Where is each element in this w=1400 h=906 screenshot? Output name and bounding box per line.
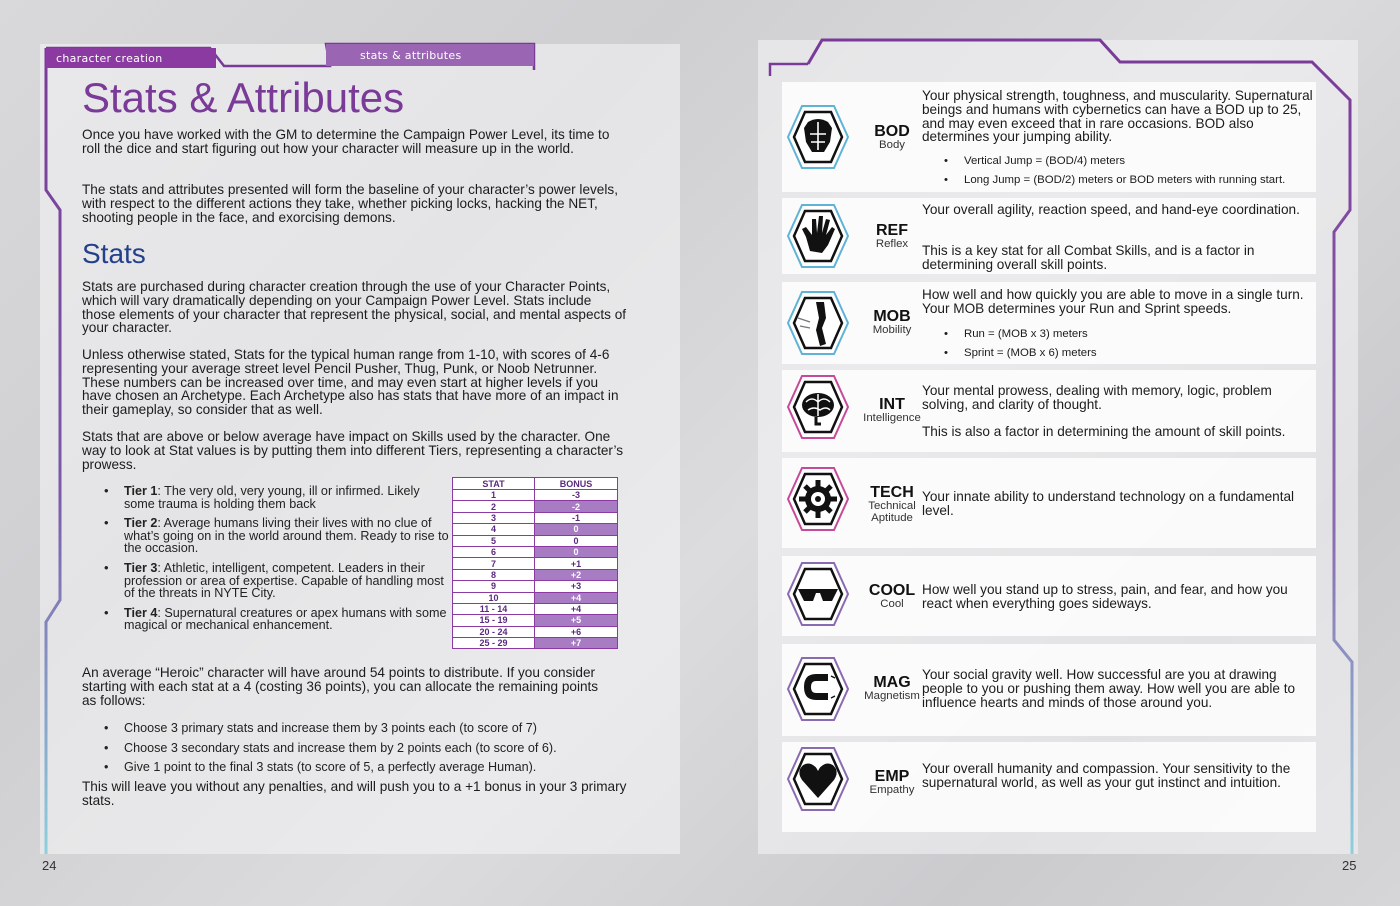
stats-paragraph-2: Unless otherwise stated, Stats for the typical human range from 1-10, with scores of 4-6 representing your average street level Pencil Pusher, Thug, Punk, or Noob Netrunner. These numbers can be increased over time, and may even start at higher levels if you have chosen an Archetype. Each Archetype also has stats that have more of an impact in their gameplay, so consider that as well. <box>82 347 619 418</box>
hand-icon <box>786 201 850 271</box>
stat-name: Mobility <box>872 324 912 336</box>
stat-cell: 15 - 19 <box>453 615 535 626</box>
bonus-cell: 0 <box>535 535 618 546</box>
table-header-stat: STAT <box>453 478 535 490</box>
tier-label: Tier 3 <box>124 560 158 575</box>
table-row <box>453 592 618 603</box>
stat-cell: 5 <box>453 535 535 546</box>
stat-description: Your social gravity well. How successful are you at drawing people to you or pushing them away. How well you are able to influence hearts and minds of those around you. <box>922 667 1296 710</box>
heart-icon <box>786 744 850 814</box>
stat-cell: 10 <box>453 592 535 603</box>
stat-cell: 11 - 14 <box>453 603 535 614</box>
bonus-cell: +2 <box>535 569 618 580</box>
stat-description-2: This is a key stat for all Combat Skills, and is a factor in determining overall skill points. <box>922 243 1255 272</box>
stat-abbr: EMP <box>874 768 910 785</box>
tier-text: : Athletic, intelligent, competent. Leaders in their profession or area of expertise. Capable of handling most of the threats in NYTE City. <box>124 560 444 601</box>
stat-abbr: INT <box>879 396 905 413</box>
stat-name: Intelligence <box>863 412 921 424</box>
stat-name: Empathy <box>869 784 915 796</box>
sunglasses-icon <box>786 559 850 629</box>
stat-cell: 1 <box>453 490 535 501</box>
closing-paragraph: This will leave you without any penalties, and will push you to a +1 bonus in your 3 primary stats. <box>82 779 627 808</box>
allocation-list <box>104 719 644 778</box>
stat-description: Your overall agility, reaction speed, and hand-eye coordination. <box>922 202 1300 217</box>
stat-bullet: • Vertical Jump = (BOD/4) meters <box>944 152 1314 171</box>
table-row <box>453 546 618 557</box>
stat-name: Magnetism <box>864 690 920 702</box>
stat-cell: 2 <box>453 501 535 512</box>
table-row <box>453 512 618 523</box>
stat-row-ref <box>782 198 1316 274</box>
table-row <box>453 626 618 637</box>
brain-icon <box>786 372 850 442</box>
stat-abbr: BOD <box>874 123 910 140</box>
bonus-cell: +7 <box>535 638 618 649</box>
tier-label: Tier 4 <box>124 605 158 620</box>
bonus-cell: -1 <box>535 512 618 523</box>
stat-abbr: REF <box>876 222 908 239</box>
intro-paragraph-1: Once you have worked with the GM to determine the Campaign Power Level, its time to roll the dice and start figuring out how your character will measure up in the world. <box>82 127 610 156</box>
stat-cell: 3 <box>453 512 535 523</box>
stat-cell: 25 - 29 <box>453 638 535 649</box>
tier-item <box>104 485 449 510</box>
stat-name: Technical Aptitude <box>868 500 916 524</box>
tier-item <box>104 607 449 632</box>
stat-bullet: • Sprint = (MOB x 6) meters <box>944 344 1314 363</box>
page-number-left: 24 <box>42 858 57 873</box>
stat-cell: 8 <box>453 569 535 580</box>
table-row <box>453 603 618 614</box>
allocation-item: • Choose 3 primary stats and increase them by 3 points each (to score of 7) <box>104 719 644 739</box>
table-header-bonus: BONUS <box>535 478 618 490</box>
tier-list <box>104 485 449 639</box>
stats-heading: Stats <box>82 238 146 269</box>
table-row <box>453 638 618 649</box>
table-row <box>453 535 618 546</box>
heroic-paragraph: An average “Heroic” character will have around 54 points to distribute. If you consider starting with each stat at a 4 (costing 36 points), you can allocate the remaining points as follows: <box>82 665 599 708</box>
stat-name: Cool <box>880 598 904 610</box>
tier-label: Tier 1 <box>124 484 158 498</box>
stat-description: Your innate ability to understand technology on a fundamental level. <box>922 489 1295 518</box>
bonus-cell: -3 <box>535 490 618 501</box>
tier-item <box>104 562 449 600</box>
stat-row-int <box>782 370 1316 452</box>
bonus-cell: +4 <box>535 592 618 603</box>
allocation-item: • Give 1 point to the final 3 stats (to score of 5, a perfectly average Human). <box>104 758 644 778</box>
bonus-cell: 0 <box>535 546 618 557</box>
stat-description: How well you stand up to stress, pain, and fear, and how you react when everything goes sideways. <box>922 582 1288 611</box>
bonus-cell: +5 <box>535 615 618 626</box>
stats-paragraph-1: Stats are purchased during character creation through the use of your Character Points, which will vary dramatically depending on your Campaign Power Level. Stats include those elements of your character that represent the physical, social, and mental aspects of your character. <box>82 279 627 336</box>
stat-description: Your overall humanity and compassion. Your sensitivity to the supernatural world, as well as your gut instinct and intuition. <box>922 761 1291 790</box>
tier-text: : Average humans living their lives with no clue of what’s going on in the world around them. Ready to rise to the occasion. <box>124 516 449 556</box>
stat-abbr: MAG <box>873 674 911 691</box>
stat-bullets <box>944 325 1314 362</box>
tab-label: stats & attributes <box>360 49 462 62</box>
stat-row-mag <box>782 644 1316 736</box>
bonus-cell: +4 <box>535 603 618 614</box>
stats-paragraph-3: Stats that are above or below average have impact on Skills used by the character. One way to look at Stat values is by putting them into different Tiers, representing a character’s prowess. <box>82 429 624 472</box>
stat-name: Body <box>879 139 905 151</box>
tier-label: Tier 2 <box>124 516 158 531</box>
stat-bullet: • Run = (MOB x 3) meters <box>944 325 1314 344</box>
bonus-cell: -2 <box>535 501 618 512</box>
stat-row-bod <box>782 82 1316 192</box>
stat-row-cool <box>782 556 1316 636</box>
table-body <box>453 490 618 649</box>
stat-row-mob <box>782 282 1316 364</box>
table-row <box>453 569 618 580</box>
bonus-cell: 0 <box>535 524 618 535</box>
gear-icon <box>786 464 850 534</box>
stat-description: Your physical strength, toughness, and muscularity. Supernatural beings and humans with cybernetics can have a BOD up to 25, and may even exceed that in rare occasions. BOD also determines your jumping ability. <box>922 88 1313 145</box>
leg-icon <box>786 288 850 358</box>
tier-text: : Supernatural creatures or apex humans with some magical or mechanical enhancement. <box>124 605 447 633</box>
stat-abbr: COOL <box>868 582 916 599</box>
bonus-cell: +3 <box>535 581 618 592</box>
stat-cell: 6 <box>453 546 535 557</box>
torso-icon <box>786 102 850 172</box>
stat-row-emp <box>782 742 1316 832</box>
table-row <box>453 501 618 512</box>
stat-bullets <box>944 152 1314 189</box>
tier-text: : The very old, very young, ill or infirmed. Likely some trauma is holding them back <box>124 484 420 511</box>
stat-row-tech <box>782 458 1316 548</box>
tab-label: character creation <box>56 52 163 65</box>
stat-abbr: TECH <box>870 484 914 501</box>
stat-cell: 20 - 24 <box>453 626 535 637</box>
stat-cell: 9 <box>453 581 535 592</box>
table-row <box>453 524 618 535</box>
allocation-item: • Choose 3 secondary stats and increase them by 2 points each (to score of 6). <box>104 739 644 759</box>
table-row <box>453 490 618 501</box>
stat-abbr: MOB <box>873 308 911 325</box>
stat-bonus-table <box>452 477 618 649</box>
stat-cell: 7 <box>453 558 535 569</box>
intro-paragraph-2: The stats and attributes presented will form the baseline of your character’s power levels, with respect to the different actions they take, whether picking locks, hacking the NET, shooting people in the face, and exorcising demons. <box>82 182 618 225</box>
bonus-cell: +1 <box>535 558 618 569</box>
section-tab-character-creation <box>46 48 216 68</box>
bonus-cell: +6 <box>535 626 618 637</box>
stat-bullet: • Long Jump = (BOD/2) meters or BOD meters with running start. <box>944 171 1314 190</box>
stat-description: Your mental prowess, dealing with memory, logic, problem solving, and clarity of thought. <box>922 383 1272 412</box>
page-title: Stats & Attributes <box>82 74 405 121</box>
stat-description: How well and how quickly you are able to move in a single turn. Your MOB determines your Run and Sprint speeds. <box>922 287 1304 316</box>
section-tab-stats-attributes <box>326 44 534 66</box>
stat-description-2: This is also a factor in determining the amount of skill points. <box>922 424 1286 439</box>
page-number-right: 25 <box>1342 858 1357 873</box>
stat-name: Reflex <box>875 238 909 250</box>
tier-item <box>104 517 449 555</box>
stat-cell: 4 <box>453 524 535 535</box>
magnet-icon <box>786 654 850 724</box>
table-row <box>453 558 618 569</box>
table-row <box>453 615 618 626</box>
table-row <box>453 581 618 592</box>
